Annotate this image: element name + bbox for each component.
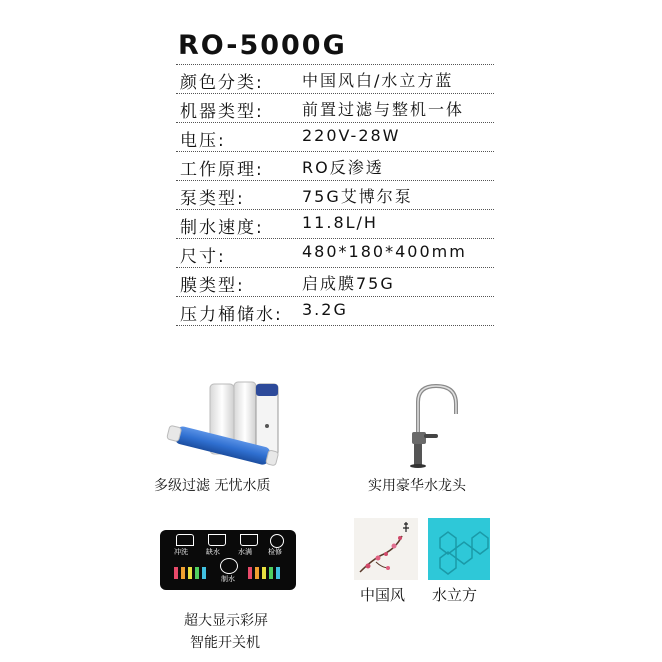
spec-value: 75G艾博尔泵 — [302, 187, 413, 206]
spec-value: 11.8L/H — [302, 213, 378, 232]
panel-label: 冲洗 — [174, 548, 188, 556]
spec-label: 颜色分类: — [180, 73, 264, 93]
panel-center-drop — [220, 558, 238, 574]
faucet-caption: 实用豪华水龙头 — [368, 478, 466, 494]
spec-value: 中国风白/水立方蓝 — [302, 71, 454, 90]
panel-indicator-left — [174, 564, 210, 576]
spec-row-speed — [176, 210, 494, 239]
spec-value: 480*180*400mm — [302, 242, 467, 261]
spec-row-type — [176, 94, 494, 123]
spec-value: 启成膜75G — [302, 274, 395, 293]
spec-label: 泵类型: — [180, 189, 245, 209]
spec-value: 3.2G — [302, 300, 348, 319]
filter-cartridges-image — [160, 378, 290, 470]
panel-icon-full — [240, 534, 258, 546]
panel-icon-repair — [270, 534, 284, 548]
spec-row-color — [176, 64, 494, 94]
panel-indicator-right — [248, 564, 288, 576]
spec-value: 220V-28W — [302, 126, 401, 145]
filters-caption: 多级过滤 无忧水质 — [154, 478, 271, 494]
product-model-title: RO-5000G — [178, 30, 347, 61]
spec-label: 电压: — [180, 131, 226, 151]
spec-label: 机器类型: — [180, 102, 264, 122]
panel-label: 缺水 — [206, 548, 220, 556]
spec-row-pump — [176, 181, 494, 210]
spec-label: 膜类型: — [180, 276, 245, 296]
spec-value: RO反渗透 — [302, 158, 384, 177]
color-blue-label: 水立方 — [432, 586, 478, 604]
faucet-image — [398, 380, 470, 470]
panel-center-label: 制水 — [221, 575, 235, 583]
display-caption-line1: 超大显示彩屏 — [184, 613, 268, 629]
spec-row-principle — [176, 152, 494, 181]
display-caption-line2: 智能开关机 — [190, 635, 260, 651]
spec-label: 制水速度: — [180, 218, 264, 238]
spec-table — [176, 64, 494, 326]
chinese-style-swatch-image — [354, 518, 418, 580]
panel-icon-flush — [176, 534, 194, 546]
spec-row-size — [176, 239, 494, 268]
spec-row-voltage — [176, 123, 494, 152]
spec-label: 工作原理: — [180, 160, 264, 180]
spec-label: 压力桶储水: — [180, 305, 283, 325]
spec-row-membrane — [176, 268, 494, 297]
spec-value: 前置过滤与整机一体 — [302, 100, 465, 119]
display-panel-image — [160, 530, 296, 590]
spec-label: 尺寸: — [180, 247, 226, 267]
spec-row-tank — [176, 297, 494, 326]
water-cube-swatch-image — [428, 518, 490, 580]
panel-label: 检修 — [268, 548, 282, 556]
panel-icon-nowater — [208, 534, 226, 546]
color-white-label: 中国风 — [360, 586, 406, 604]
panel-label: 水满 — [238, 548, 252, 556]
